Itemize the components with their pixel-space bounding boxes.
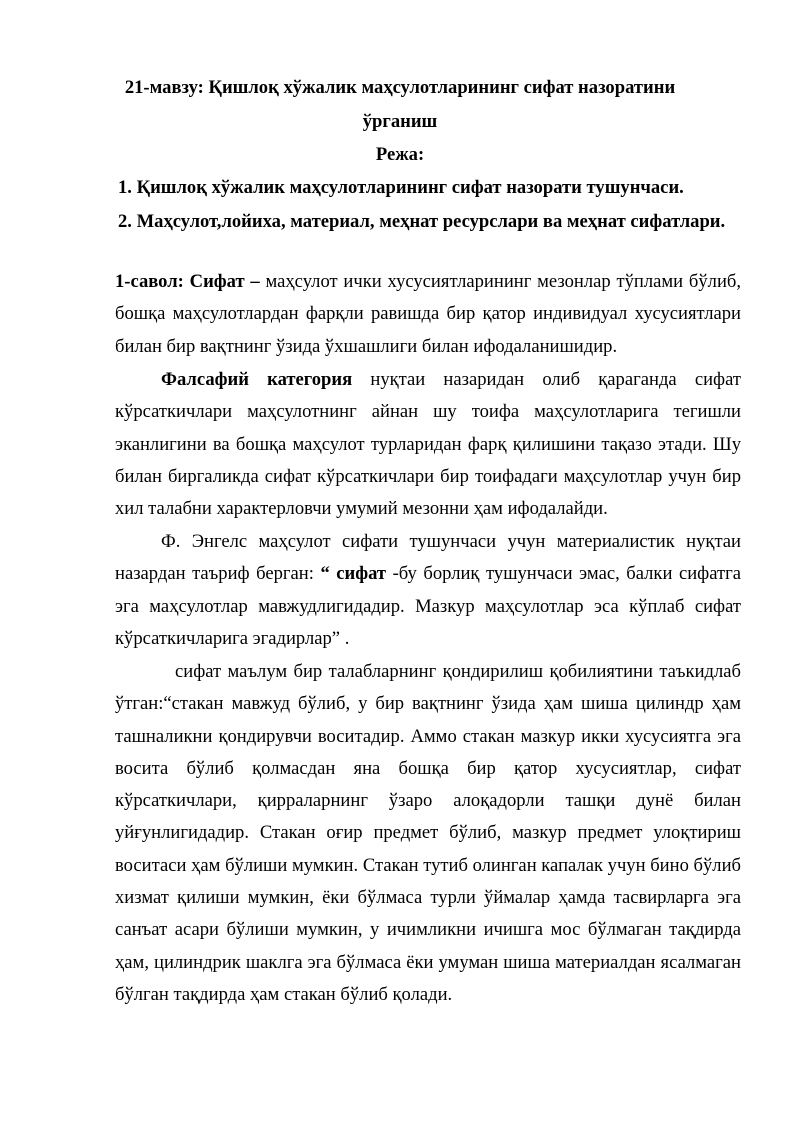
paragraph-3 bbox=[115, 526, 741, 655]
paragraph-1 bbox=[115, 266, 741, 363]
document-title-line2: ўрганиш bbox=[362, 111, 438, 132]
paragraph-4-text: сифат маълум бир талабларнинг қондирилиш қобилиятини таъкидлаб ўтган:“стакан мавжуд бўлиб, у бир вақтнинг ўзида ҳам шиша цилиндр ҳам ташналикни қондирувчи воситадир. Аммо стакан мазкур икки хусусиятга эга восита бўлиб қолмасдан яна бошқа бир қатор хусусиятлар, сифат кўрсаткичлари, қирраларнинг ўзаро алоқадорли ташқи дунё билан уйғунлигидадир. Стакан оғир предмет бўлиб, мазкур предмет улоқтириш воситаси ҳам бўлиши мумкин. Стакан тутиб олинган капалак учун бино бўлиб хизмат қилиши мумкин, ёки бўлмаса турли ўймалар ҳамда тасвирларга эга санъат асари бўлиши мумкин, у ичимликни ичишга мос бўлмаган тақдирда ҳам, цилиндрик шаклга эга бўлмаса ёки умуман шиша материалдан ясалмаган бўлган тақдирда ҳам стакан бўлиб қолади. bbox=[115, 661, 741, 1005]
paragraph-2 bbox=[115, 364, 741, 525]
paragraph-3-bold: “ сифат bbox=[320, 563, 387, 585]
paragraph-3-after: -бу борлиқ тушунчаси эмас, балки сифатга эга маҳсулотлар мавжудлигидадир. Мазкур маҳсулотлар эса кўплаб сифат кўрсаткичларига эгадирлар” . bbox=[115, 563, 741, 649]
paragraph-1-text: маҳсулот ички хусусиятларининг мезонлар тўплами бўлиб, бошқа маҳсулотлардан фарқли равишда бир қатор индивидуал хусусиятлари билан бир вақтнинг ўзида ўхшашлиги билан ифодаланишидир. bbox=[115, 271, 742, 357]
paragraph-1-lead: 1-савол: Сифат – bbox=[115, 271, 260, 292]
plan-heading: Режа: bbox=[375, 144, 425, 165]
paragraph-4 bbox=[115, 656, 741, 1011]
plan-item-1: 1. Қишлоқ хўжалик маҳсулотларининг сифат назорати тушунчаси. bbox=[118, 177, 684, 198]
plan-item-2: 2. Маҳсулот,лойиха, материал, меҳнат ресурслари ва меҳнат сифатлари. bbox=[118, 211, 726, 232]
paragraph-2-lead: Фалсафий категория bbox=[161, 369, 353, 390]
paragraph-2-text: нуқтаи назаридан олиб қараганда сифат кўрсаткичлари маҳсулотнинг айнан шу тоифа маҳсулотларига тегишли эканлигини ва бошқа маҳсулот турларидан фарқ қилишини тақазо этади. Шу билан биргаликда сифат кўрсаткичлари бир тоифадаги маҳсулотлар учун бир хил талабни характерловчи умумий мезонни ҳам ифодалайди. bbox=[115, 369, 742, 520]
document-title-line1: 21-мавзу: Қишлоқ хўжалик маҳсулотларининг сифат назоратини bbox=[124, 77, 676, 98]
paragraph-3-before: Ф. Энгелс маҳсулот сифати тушунчаси учун материалистик нуқтаи назардан таъриф берган: bbox=[115, 531, 741, 585]
